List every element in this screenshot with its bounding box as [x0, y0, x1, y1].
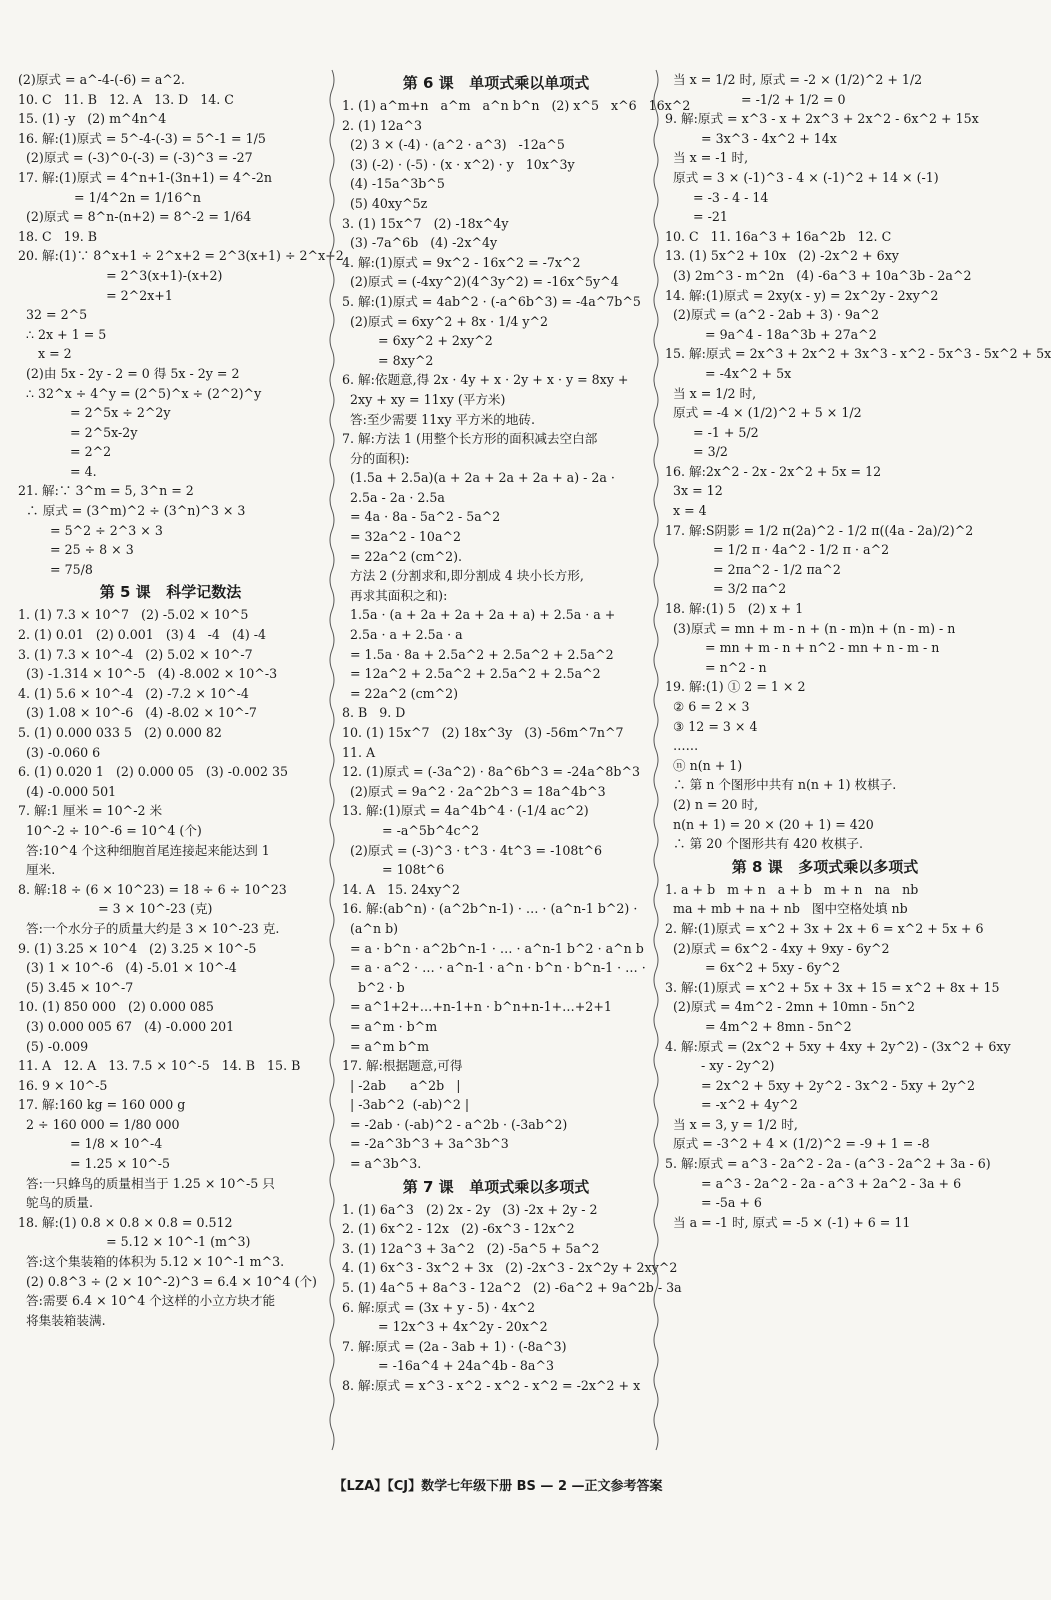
answer-line: 11. A: [342, 744, 376, 760]
answer-line: 答:这个集装箱的体积为 5.12 × 10^-1 m^3.: [18, 1254, 285, 1270]
answer-line: ② 6 = 2 × 3: [665, 699, 750, 714]
answer-line: (3) (-2) · (-5) · (x · x^2) · y 10x^3y: [342, 156, 575, 172]
answer-line: 鸵鸟的质量.: [18, 1195, 93, 1211]
answer-line: 9. (1) 3.25 × 10^4 (2) 3.25 × 10^-5: [18, 940, 257, 956]
answer-line: 3. (1) 12a^3 + 3a^2 (2) -5a^5 + 5a^2: [342, 1240, 600, 1256]
answer-line: = 9a^4 - 18a^3b + 27a^2: [665, 326, 877, 342]
answer-line: = 108t^6: [342, 862, 445, 878]
answer-line: ma + mb + na + nb 图中空格处填 nb: [665, 901, 908, 917]
answer-line: (2)原式 = 6x^2 - 4xy + 9xy - 6y^2: [665, 940, 890, 956]
answer-line: 8. B 9. D: [342, 705, 406, 721]
answer-line: 10^-2 ÷ 10^-6 = 10^4 (个): [18, 822, 202, 838]
answer-line: 7. 解:方法 1 (用整个长方形的面积减去空白部: [342, 431, 598, 447]
answer-line: = 3 × 10^-23 (克): [18, 901, 213, 917]
answer-line: (5) 40xy^5z: [342, 195, 428, 211]
answer-line: 原式 = -4 × (1/2)^2 + 5 × 1/2: [665, 405, 862, 421]
answer-line: = 22a^2 (cm^2): [342, 685, 459, 701]
answer-line: = -2a^3b^3 + 3a^3b^3: [342, 1136, 509, 1152]
answer-line: (2)原式 = 9a^2 · 2a^2b^3 = 18a^4b^3: [342, 783, 606, 799]
answer-line: 1. (1) 7.3 × 10^7 (2) -5.02 × 10^5: [18, 607, 249, 623]
answer-line: 19. 解:(1) ① 2 = 1 × 2: [665, 679, 806, 695]
answer-line: 18. 解:(1) 0.8 × 0.8 × 0.8 = 0.512: [18, 1214, 233, 1230]
answer-line: = -21: [665, 209, 728, 225]
answer-line: 原式 = -3^2 + 4 × (1/2)^2 = -9 + 1 = -8: [665, 1136, 930, 1152]
answer-line: = 75/8: [18, 561, 93, 577]
answer-line: 8. 解:原式 = x^3 - x^2 - x^2 - x^2 = -2x^2 + x: [342, 1378, 641, 1393]
answer-line: 当 a = -1 时, 原式 = -5 × (-1) + 6 = 11: [665, 1214, 911, 1230]
answer-line: 15. 解:原式 = 2x^3 + 2x^2 + 3x^3 - x^2 - 5x^3 - 5x^2 + 5x: [665, 346, 1051, 362]
answer-line: = a · b^n · a^2b^n-1 · … · a^n-1 b^2 · a^n b: [342, 940, 644, 956]
answer-line: 2 ÷ 160 000 = 1/80 000: [18, 1116, 180, 1132]
answer-line: = n^2 - n: [665, 659, 767, 675]
answer-line: (2)原式 = a^-4-(-6) = a^2.: [18, 72, 185, 87]
answer-line: (3) 2m^3 - m^2n (4) -6a^3 + 10a^3b - 2a^2: [665, 267, 972, 283]
answer-line: = -3 - 4 - 14: [665, 189, 769, 205]
answer-line: = 22a^2 (cm^2).: [342, 548, 463, 564]
answer-line: 8. 解:18 ÷ (6 × 10^23) = 18 ÷ 6 ÷ 10^23: [18, 881, 287, 897]
page-footer: 【LZA】【CJ】数学七年级下册 BS — 2 —正文参考答案: [333, 1479, 663, 1494]
answer-line: 将集装箱装满.: [18, 1312, 106, 1328]
answer-line: 7. 解:1 厘米 = 10^-2 米: [18, 803, 163, 819]
answer-line: 17. 解:S阴影 = 1/2 π(2a)^2 - 1/2 π((4a - 2a)/2)^2: [665, 522, 974, 538]
answer-line: (a^n b): [342, 920, 399, 936]
answer-line: = 6xy^2 + 2xy^2: [342, 333, 493, 349]
answer-line: = 6x^2 + 5xy - 6y^2: [665, 960, 841, 976]
answer-line: = a^3b^3.: [342, 1156, 422, 1172]
column-middle: [342, 70, 691, 1396]
answer-line: x = 4: [665, 503, 707, 519]
answer-line: ∴ 32^x ÷ 4^y = (2^5)^x ÷ (2^2)^y: [18, 385, 262, 401]
answer-line: (1.5a + 2.5a)(a + 2a + 2a + 2a + a) - 2a ·: [342, 470, 615, 486]
answer-line: (2)原式 = (a^2 - 2ab + 3) · 9a^2: [665, 307, 880, 323]
answer-line: = 32a^2 - 10a^2: [342, 529, 462, 545]
answer-line: 14. A 15. 24xy^2: [342, 881, 460, 897]
answer-line: = 2πa^2 - 1/2 πa^2: [665, 561, 841, 577]
answer-line: 再求其面积之和):: [342, 587, 448, 603]
answer-line: = 2^3(x+1)-(x+2): [18, 267, 223, 283]
answer-line: 16. 解:(1)原式 = 5^-4-(-3) = 5^-1 = 1/5: [18, 130, 266, 146]
answer-line: 6. (1) 0.020 1 (2) 0.000 05 (3) -0.002 35: [18, 764, 289, 780]
answer-line: = 1.25 × 10^-5: [18, 1156, 171, 1172]
answer-line: = a^1+2+…+n-1+n · b^n+n-1+…+2+1: [342, 999, 612, 1015]
answer-line: 10. C 11. 16a^3 + 16a^2b 12. C: [665, 228, 892, 244]
answer-line: = -5a + 6: [665, 1195, 762, 1211]
column-left: [18, 70, 344, 1330]
answer-line: 当 x = 3, y = 1/2 时,: [665, 1116, 798, 1132]
column-divider: [652, 70, 654, 1440]
answer-line: = 2^2: [18, 444, 112, 460]
answer-line: 16. 解:2x^2 - 2x - 2x^2 + 5x = 12: [665, 463, 882, 479]
answer-line: = 2^5x-2y: [18, 424, 138, 440]
answer-line: 6. 解:原式 = (3x + y - 5) · 4x^2: [342, 1299, 536, 1315]
answer-line: 16. 解:(ab^n) · (a^2b^n-1) · … · (a^n-1 b^2) ·: [342, 901, 638, 917]
answer-line: 17. 解:(1)原式 = 4^n+1-(3n+1) = 4^-2n: [18, 169, 272, 185]
answer-line: 1. a + b m + n a + b m + n na nb: [665, 881, 919, 897]
answer-line: 答:一个水分子的质量大约是 3 × 10^-23 克.: [18, 920, 280, 936]
answer-line: 答:10^4 个这种细胞首尾连接起来能达到 1: [18, 842, 270, 858]
answer-line: = 4.: [18, 463, 97, 479]
answer-line: b^2 · b: [342, 979, 405, 995]
answer-line: 3. (1) 7.3 × 10^-4 (2) 5.02 × 10^-7: [18, 646, 253, 662]
answer-line: 5. (1) 4a^5 + 8a^3 - 12a^2 (2) -6a^2 + 9a^2b - 3a: [342, 1280, 682, 1296]
answer-line: = 1/8 × 10^-4: [18, 1136, 163, 1152]
answer-line: = 4a · 8a - 5a^2 - 5a^2: [342, 509, 501, 525]
answer-line: 4. (1) 5.6 × 10^-4 (2) -7.2 × 10^-4: [18, 685, 249, 701]
answer-line: 方法 2 (分割求和,即分割成 4 块小长方形,: [342, 568, 584, 584]
answer-line: (3) -0.060 6: [18, 744, 101, 760]
answer-line: (2)原式 = (-3)^0-(-3) = (-3)^3 = -27: [18, 150, 253, 166]
answer-line: 2xy + xy = 11xy (平方米): [342, 391, 506, 407]
answer-line: 4. (1) 6x^3 - 3x^2 + 3x (2) -2x^3 - 2x^2y + 2xy^2: [342, 1260, 678, 1276]
answer-line: 10. C 11. B 12. A 13. D 14. C: [18, 91, 234, 107]
answer-line: = 4m^2 + 8mn - 5n^2: [665, 1018, 852, 1034]
answer-line: (3) -1.314 × 10^-5 (4) -8.002 × 10^-3: [18, 666, 278, 682]
answer-line: = 2x^2 + 5xy + 2y^2 - 3x^2 - 5xy + 2y^2: [665, 1077, 975, 1093]
answer-line: = a^3 - 2a^2 - 2a - a^3 + 2a^2 - 3a + 6: [665, 1175, 962, 1191]
answer-line: 13. 解:(1)原式 = 4a^4b^4 · (-1/4 ac^2): [342, 803, 589, 819]
answer-line: (3) 0.000 005 67 (4) -0.000 201: [18, 1018, 235, 1034]
column-right: [665, 70, 1051, 1232]
answer-line: 2. (1) 12a^3: [342, 117, 422, 133]
answer-line: 6. 解:依题意,得 2x · 4y + x · 2y + x · y = 8xy +: [342, 372, 629, 388]
answer-line: 原式 = 3 × (-1)^3 - 4 × (-1)^2 + 14 × (-1): [665, 169, 939, 185]
answer-line: = -16a^4 + 24a^4b - 8a^3: [342, 1358, 555, 1374]
answer-line: = 5.12 × 10^-1 (m^3): [18, 1234, 251, 1250]
answer-line: 1.5a · (a + 2a + 2a + 2a + a) + 2.5a · a +: [342, 607, 616, 623]
answer-line: (5) -0.009: [18, 1038, 89, 1054]
answer-line: 21. 解:∵ 3^m = 5, 3^n = 2: [18, 483, 194, 499]
answer-line: = -1 + 5/2: [665, 424, 759, 440]
answer-line: (2)原式 = 8^n-(n+2) = 8^-2 = 1/64: [18, 209, 252, 225]
answer-line: 17. 解:160 kg = 160 000 g: [18, 1097, 186, 1113]
answer-line: 5. 解:原式 = a^3 - 2a^2 - 2a - (a^3 - 2a^2 + 3a - 6): [665, 1156, 991, 1172]
answer-line: = 2^2x+1: [18, 287, 173, 303]
answer-line: x = 2: [18, 346, 72, 362]
answer-line: | -3ab^2 (-ab)^2 |: [342, 1097, 470, 1113]
answer-line: 5. (1) 0.000 033 5 (2) 0.000 82: [18, 725, 222, 740]
answer-line: 4. 解:(1)原式 = 9x^2 - 16x^2 = -7x^2: [342, 254, 581, 270]
answer-line: - xy - 2y^2): [665, 1058, 775, 1074]
answer-line: 9. 解:原式 = x^3 - x + 2x^3 + 2x^2 - 6x^2 + 15x: [665, 111, 979, 127]
answer-line: = a^m b^m: [342, 1038, 430, 1054]
answer-line: 15. (1) -y (2) m^4n^4: [18, 111, 167, 127]
answer-line: (2)原式 = (-4xy^2)(4^3y^2) = -16x^5y^4: [342, 274, 619, 290]
column-divider: [328, 70, 330, 1440]
answer-line: ③ 12 = 3 × 4: [665, 718, 758, 734]
answer-line: 4. 解:原式 = (2x^2 + 5xy + 4xy + 2y^2) - (3x^2 + 6xy: [665, 1038, 1011, 1054]
answer-line: (2)原式 = (-3)^3 · t^3 · 4t^3 = -108t^6: [342, 842, 603, 858]
answer-line: = 1.5a · 8a + 2.5a^2 + 2.5a^2 + 2.5a^2: [342, 646, 614, 662]
answer-line: 18. 解:(1) 5 (2) x + 1: [665, 601, 804, 617]
answer-line: 2.5a · a + 2.5a · a: [342, 627, 463, 643]
answer-line: 答:至少需要 11xy 平方米的地砖.: [342, 411, 536, 427]
answer-line: 10. (1) 850 000 (2) 0.000 085: [18, 999, 214, 1015]
answer-line: = a^m · b^m: [342, 1018, 438, 1034]
answer-line: (5) 3.45 × 10^-7: [18, 979, 134, 995]
answer-line: 1. (1) a^m+n a^m a^n b^n (2) x^5 x^6 16x^2: [342, 98, 691, 113]
answer-line: (2) 0.8^3 ÷ (2 × 10^-2)^3 = 6.4 × 10^4 (个): [18, 1273, 317, 1289]
answer-line: 2.5a - 2a · 2.5a: [342, 489, 445, 505]
answer-line: 11. A 12. A 13. 7.5 × 10^-5 14. B 15. B: [18, 1058, 301, 1074]
answer-line: = 3/2 πa^2: [665, 581, 787, 597]
answer-line: 14. 解:(1)原式 = 2xy(x - y) = 2x^2y - 2xy^2: [665, 287, 939, 303]
answer-line: 当 x = 1/2 时,: [665, 385, 757, 401]
answer-line: = 1/4^2n = 1/16^n: [18, 189, 202, 205]
answer-line: (2)原式 = 4m^2 - 2mn + 10mn - 5n^2: [665, 999, 916, 1015]
answer-line: 答:一只蜂鸟的质量相当于 1.25 × 10^-5 只: [18, 1175, 275, 1191]
answer-line: 16. 9 × 10^-5: [18, 1077, 108, 1093]
answer-line: (3) -7a^6b (4) -2x^4y: [342, 235, 498, 251]
answer-line: 2. (1) 6x^2 - 12x (2) -6x^3 - 12x^2: [342, 1221, 575, 1237]
answer-line: ∴ 原式 = (3^m)^2 ÷ (3^n)^3 × 3: [18, 503, 246, 519]
answer-line: 12. (1)原式 = (-3a^2) · 8a^6b^3 = -24a^8b^3: [342, 764, 641, 780]
answer-line: (2) n = 20 时,: [665, 796, 759, 812]
answer-line: 厘米.: [18, 862, 56, 878]
answer-line: ∴ 第 20 个图形共有 420 枚棋子.: [665, 836, 864, 852]
answer-line: = 8xy^2: [342, 352, 434, 368]
answer-line: | -2ab a^2b |: [342, 1077, 461, 1093]
answer-line: = 12a^2 + 2.5a^2 + 2.5a^2 + 2.5a^2: [342, 666, 601, 682]
answer-line: (3) 1.08 × 10^-6 (4) -8.02 × 10^-7: [18, 705, 257, 721]
answer-line: (3)原式 = mn + m - n + (n - m)n + (n - m) - n: [665, 620, 956, 636]
answer-line: = -1/2 + 1/2 = 0: [665, 91, 846, 107]
answer-line: (2)原式 = 6xy^2 + 8x · 1/4 y^2: [342, 313, 549, 329]
answer-line: = -x^2 + 4y^2: [665, 1097, 798, 1113]
answer-line: 17. 解:根据题意,可得: [342, 1058, 463, 1074]
answer-line: (3) 1 × 10^-6 (4) -5.01 × 10^-4: [18, 960, 237, 976]
answer-line: 20. 解:(1)∵ 8^x+1 ÷ 2^x+2 = 2^3(x+1) ÷ 2^x+2: [18, 248, 344, 264]
answer-line: = 1/2 π · 4a^2 - 1/2 π · a^2: [665, 542, 890, 558]
answer-line: ∴ 2x + 1 = 5: [18, 326, 107, 342]
answer-line: = 25 ÷ 8 × 3: [18, 542, 134, 558]
answer-line: ⓝ n(n + 1): [665, 757, 743, 773]
answer-line: n(n + 1) = 20 × (20 + 1) = 420: [665, 816, 874, 832]
answer-line: 13. (1) 5x^2 + 10x (2) -2x^2 + 6xy: [665, 248, 899, 264]
answer-line: 当 x = 1/2 时, 原式 = -2 × (1/2)^2 + 1/2: [665, 72, 923, 87]
answer-line: 1. (1) 6a^3 (2) 2x - 2y (3) -2x + 2y - 2: [342, 1201, 598, 1217]
answer-line: 7. 解:原式 = (2a - 3ab + 1) · (-8a^3): [342, 1338, 567, 1354]
answer-line: = -a^5b^4c^2: [342, 822, 480, 838]
answer-line: (2) 3 × (-4) · (a^2 · a^3) -12a^5: [342, 137, 565, 153]
answer-line: (4) -15a^3b^5: [342, 176, 445, 192]
answer-line: 2. (1) 0.01 (2) 0.001 (3) 4 -4 (4) -4: [18, 627, 267, 643]
section-heading: 第 6 课 单项式乘以单项式: [402, 74, 590, 92]
answer-line: (2)由 5x - 2y - 2 = 0 得 5x - 2y = 2: [18, 365, 240, 381]
answer-line: = -4x^2 + 5x: [665, 365, 792, 381]
answer-line: ∴ 第 n 个图形中共有 n(n + 1) 枚棋子.: [665, 777, 897, 793]
answer-line: = a · a^2 · … · a^n-1 · a^n · b^n · b^n-1 · … ·: [342, 960, 646, 976]
answer-line: 3. (1) 15x^7 (2) -18x^4y: [342, 215, 509, 231]
section-heading: 第 8 课 多项式乘以多项式: [731, 857, 919, 876]
answer-line: 5. 解:(1)原式 = 4ab^2 · (-a^6b^3) = -4a^7b^5: [342, 293, 641, 309]
answer-line: 32 = 2^5: [18, 307, 88, 323]
section-heading: 第 5 课 科学记数法: [99, 583, 242, 602]
answer-line: 3. 解:(1)原式 = x^2 + 5x + 3x + 15 = x^2 + 8x + 15: [665, 979, 1000, 995]
answer-line: = -2ab · (-ab)^2 - a^2b · (-3ab^2): [342, 1116, 568, 1132]
answer-line: 当 x = -1 时,: [665, 150, 749, 166]
answer-line: 答:需要 6.4 × 10^4 个这样的小立方块才能: [18, 1293, 276, 1309]
answer-line: 分的面积):: [342, 450, 410, 466]
answer-line: = 12x^3 + 4x^2y - 20x^2: [342, 1319, 548, 1335]
answer-line: ……: [665, 738, 699, 754]
answer-line: 18. C 19. B: [18, 228, 97, 244]
answer-line: 2. 解:(1)原式 = x^2 + 3x + 2x + 6 = x^2 + 5x + 6: [665, 920, 984, 936]
answer-line: 3x = 12: [665, 483, 723, 499]
answer-line: = 5^2 ÷ 2^3 × 3: [18, 522, 163, 538]
answer-line: 10. (1) 15x^7 (2) 18x^3y (3) -56m^7n^7: [342, 725, 624, 740]
answer-line: = 3x^3 - 4x^2 + 14x: [665, 130, 837, 146]
answer-line: = 2^5x ÷ 2^2y: [18, 405, 171, 421]
answer-line: = 3/2: [665, 444, 728, 460]
section-heading: 第 7 课 单项式乘以多项式: [402, 1177, 590, 1196]
answer-line: = mn + m - n + n^2 - mn + n - m - n: [665, 640, 940, 656]
answer-line: (4) -0.000 501: [18, 783, 117, 799]
